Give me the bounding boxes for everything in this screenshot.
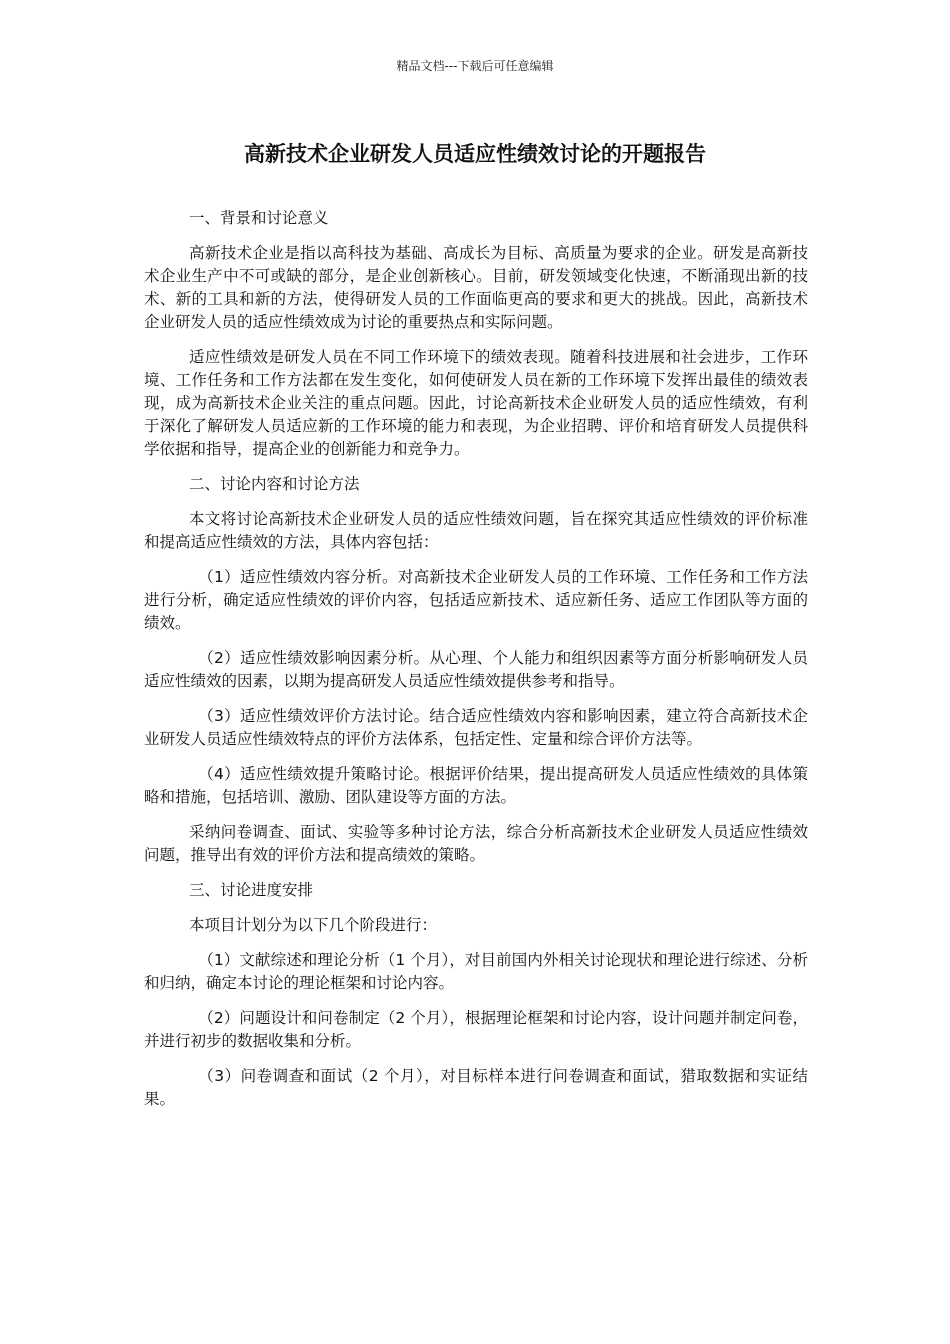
paragraph-background-1: 高新技术企业是指以高科技为基础、高成长为目标、高质量为要求的企业。研发是高新技术企业生产中不可或缺的部分，是企业创新核心。目前，研发领域变化快速，不断涌现出新的技术、新的工具和新的方法，使得研发人员的工作面临更高的要求和更大的挑战。因此，高新技术企业研发人员的适应性绩效成为讨论的重要热点和实际问题。 bbox=[144, 244, 808, 331]
paragraph-background-2: 适应性绩效是研发人员在不同工作环境下的绩效表现。随着科技进展和社会进步，工作环境、工作任务和工作方法都在发生变化，如何使研发人员在新的工作环境下发挥出最佳的绩效表现，成为高新技术企业关注的重点问题。因此，讨论高新技术企业研发人员的适应性绩效，有利于深化了解研发人员适应新的工作环境的能力和表现，为企业招聘、评价和培育研发人员提供科学依据和指导，提高企业的创新能力和竞争力。 bbox=[144, 348, 808, 458]
list-item-content-4: （4）适应性绩效提升策略讨论。根据评价结果，提出提高研发人员适应性绩效的具体策略和措施，包括培训、激励、团队建设等方面的方法。 bbox=[144, 765, 808, 806]
header-note: 精品文档---下载后可任意编辑 bbox=[396, 59, 554, 73]
list-item-content-2: （2）适应性绩效影响因素分析。从心理、个人能力和组织因素等方面分析影响研发人员适应性绩效的因素，以期为提高研发人员适应性绩效提供参考和指导。 bbox=[144, 649, 808, 690]
document-body bbox=[144, 207, 808, 1123]
list-item-schedule-3: （3）问卷调查和面试（2 个月），对目标样本进行问卷调查和面试，猎取数据和实证结果。 bbox=[144, 1067, 808, 1108]
paragraph-methods: 采纳问卷调查、面试、实验等多种讨论方法，综合分析高新技术企业研发人员适应性绩效问题，推导出有效的评价方法和提高绩效的策略。 bbox=[144, 823, 808, 864]
document-title: 高新技术企业研发人员适应性绩效讨论的开题报告 bbox=[244, 142, 706, 166]
list-item-content-1: （1）适应性绩效内容分析。对高新技术企业研发人员的工作环境、工作任务和工作方法进行分析，确定适应性绩效的评价内容，包括适应新技术、适应新任务、适应工作团队等方面的绩效。 bbox=[144, 568, 808, 632]
list-item-schedule-1: （1）文献综述和理论分析（1 个月），对目前国内外相关讨论现状和理论进行综述、分析和归纳，确定本讨论的理论框架和讨论内容。 bbox=[144, 951, 808, 992]
paragraph-schedule-intro: 本项目计划分为以下几个阶段进行： bbox=[188, 916, 437, 934]
list-item-content-3: （3）适应性绩效评价方法讨论。结合适应性绩效内容和影响因素，建立符合高新技术企业研发人员适应性绩效特点的评价方法体系，包括定性、定量和综合评价方法等。 bbox=[144, 707, 808, 748]
section-heading-background: 一、背景和讨论意义 bbox=[188, 209, 329, 227]
list-item-schedule-2: （2）问题设计和问卷制定（2 个月），根据理论框架和讨论内容，设计问题并制定问卷，并进行初步的数据收集和分析。 bbox=[144, 1009, 808, 1050]
paragraph-content-intro: 本文将讨论高新技术企业研发人员的适应性绩效问题，旨在探究其适应性绩效的评价标准和提高适应性绩效的方法，具体内容包括： bbox=[144, 510, 808, 551]
section-heading-content-methods: 二、讨论内容和讨论方法 bbox=[188, 475, 360, 493]
section-heading-schedule: 三、讨论进度安排 bbox=[188, 881, 313, 899]
